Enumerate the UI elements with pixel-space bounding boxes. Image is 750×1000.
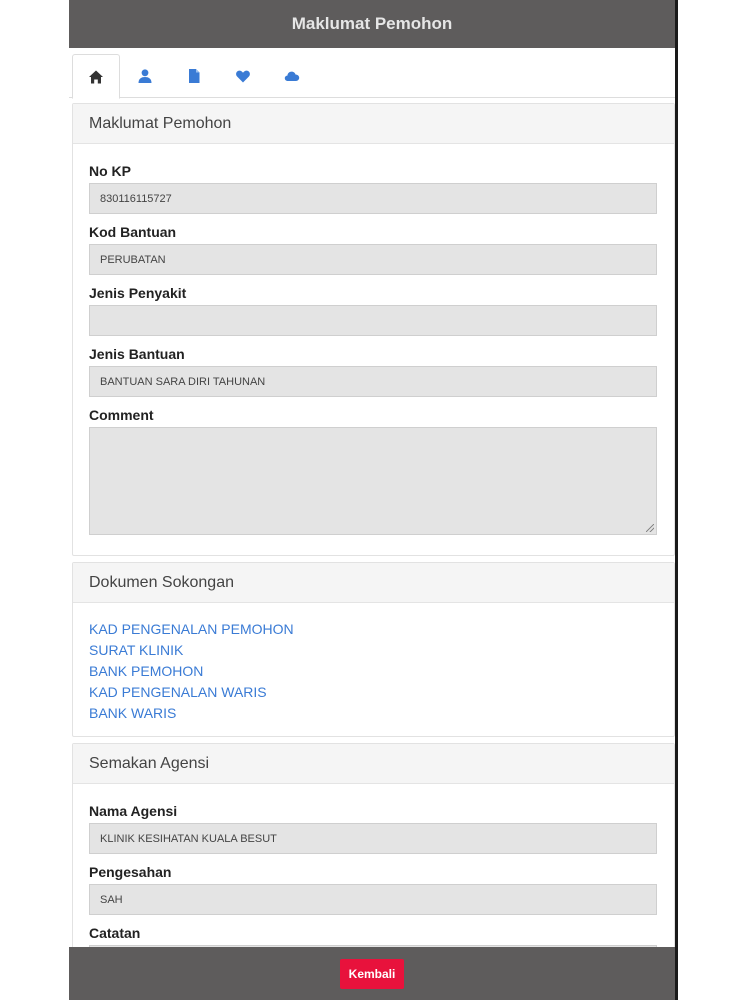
documents-panel (72, 562, 675, 737)
documents-panel-heading: Dokumen Sokongan (73, 563, 674, 603)
no-kp-label: No KP (89, 163, 131, 179)
tab-documents[interactable] (170, 54, 218, 98)
jenis-penyakit-field[interactable] (89, 305, 657, 336)
page-title: Maklumat Pemohon (291, 14, 453, 33)
document-icon (186, 68, 202, 84)
catatan-label: Catatan (89, 925, 141, 941)
jenis-bantuan-label: Jenis Bantuan (89, 346, 185, 362)
tab-profile[interactable] (121, 54, 169, 98)
pengesahan-label: Pengesahan (89, 864, 172, 880)
top-bar (69, 0, 675, 48)
applicant-panel-body (73, 144, 674, 555)
doc-link-kad-pengenalan-waris[interactable]: KAD PENGENALAN WARIS (89, 684, 267, 700)
documents-list (73, 603, 674, 736)
bottom-bar (69, 947, 675, 1000)
doc-link-surat-klinik[interactable]: SURAT KLINIK (89, 642, 184, 658)
comment-label: Comment (89, 407, 154, 423)
nama-agensi-field[interactable]: KLINIK KESIHATAN KUALA BESUT (89, 823, 657, 854)
tab-bar (69, 48, 675, 98)
no-kp-field[interactable]: 830116115727 (89, 183, 657, 214)
tab-home[interactable] (72, 54, 120, 99)
comment-textarea[interactable] (89, 427, 657, 535)
heart-icon (235, 68, 251, 84)
agency-panel-heading: Semakan Agensi (73, 744, 674, 784)
pengesahan-field[interactable]: SAH (89, 884, 657, 915)
tab-cloud[interactable] (268, 54, 316, 98)
doc-link-kad-pengenalan-pemohon[interactable]: KAD PENGENALAN PEMOHON (89, 621, 294, 637)
user-icon (137, 68, 153, 84)
back-button[interactable]: Kembali (340, 959, 405, 989)
cloud-icon (284, 68, 300, 84)
applicant-panel (72, 103, 675, 556)
nama-agensi-label: Nama Agensi (89, 803, 178, 819)
main-content (72, 103, 675, 1000)
doc-link-bank-waris[interactable]: BANK WARIS (89, 705, 177, 721)
jenis-penyakit-label: Jenis Penyakit (89, 285, 187, 301)
app-screen (69, 0, 678, 1000)
home-icon (88, 69, 104, 85)
doc-link-bank-pemohon[interactable]: BANK PEMOHON (89, 663, 204, 679)
jenis-bantuan-field[interactable]: BANTUAN SARA DIRI TAHUNAN (89, 366, 657, 397)
kod-bantuan-field[interactable]: PERUBATAN (89, 244, 657, 275)
tab-favorites[interactable] (219, 54, 267, 98)
resize-handle-icon[interactable] (646, 524, 654, 532)
applicant-panel-heading: Maklumat Pemohon (73, 104, 674, 144)
kod-bantuan-label: Kod Bantuan (89, 224, 177, 240)
